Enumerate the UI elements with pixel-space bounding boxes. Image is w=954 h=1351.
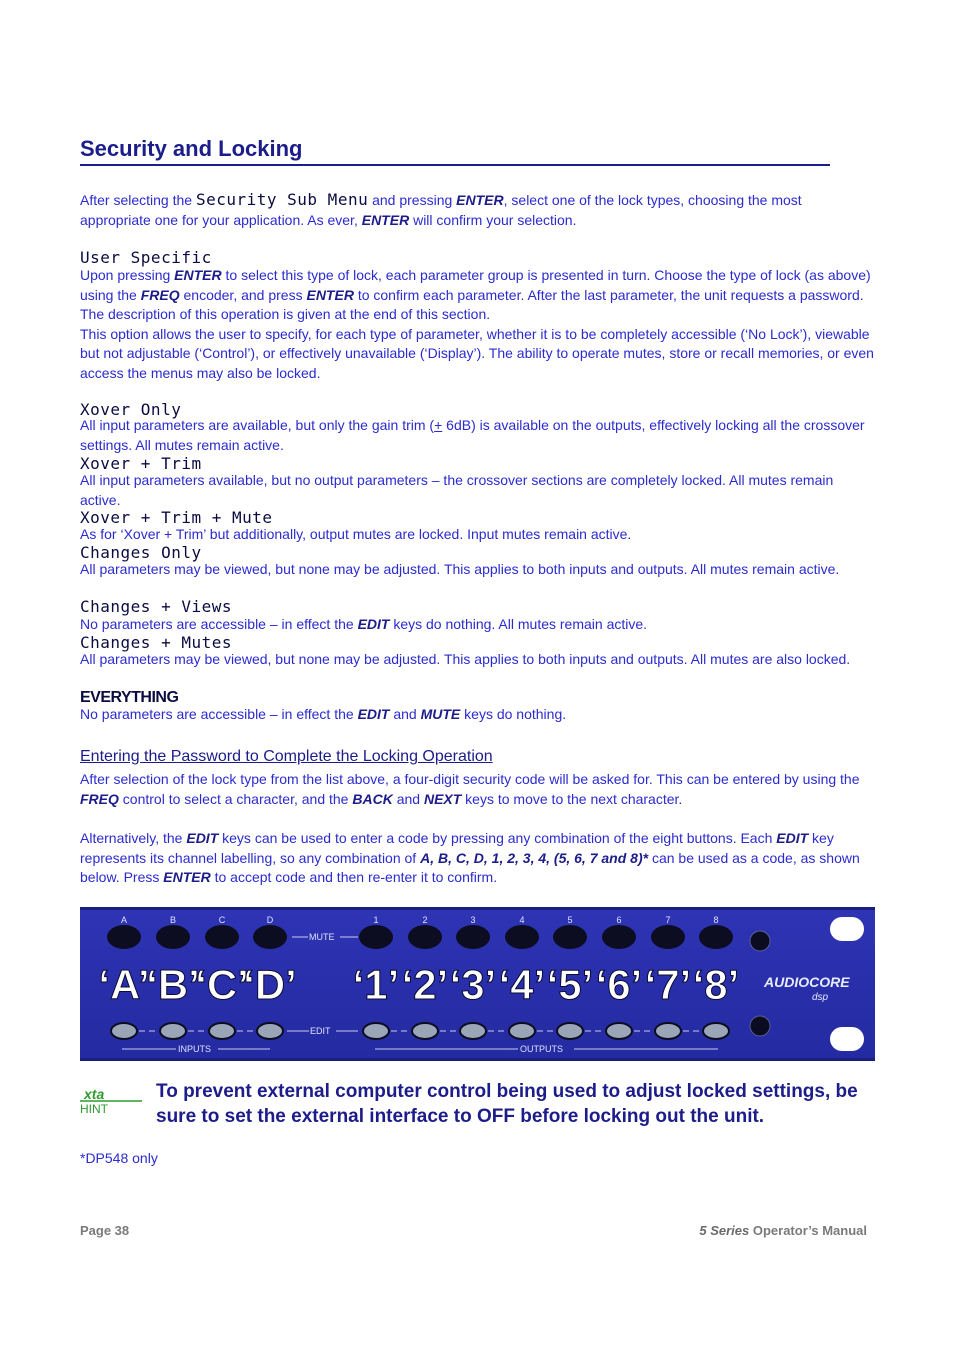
mute-button-7[interactable] <box>651 925 685 949</box>
xover-only-text-1: All input parameters are available, but only the gain trim ( <box>80 417 435 433</box>
edit-button-7[interactable] <box>655 1023 681 1039</box>
panel-bottom-edge <box>80 1058 875 1061</box>
audiocore-logo: AUDIOCORE <box>764 974 850 990</box>
mute-button-5[interactable] <box>553 925 587 949</box>
everything-paragraph <box>80 705 875 725</box>
audiocore-logo-sub: dsp <box>812 992 829 1003</box>
plus-minus-symbol: + <box>434 417 443 433</box>
mute-button-D[interactable] <box>253 925 287 949</box>
footer-manual-title <box>699 1223 867 1238</box>
user-specific-text-4: to confirm each parameter. After the last parameter, the unit requests a password. The description of this operation is given at the end of this section. <box>80 286 864 322</box>
key-back: BACK <box>352 790 393 807</box>
xover-only-paragraph <box>80 416 875 455</box>
xover-trim-paragraph: All input parameters available, but no output parameters – the crossover sections are completely locked. All mutes remain active. <box>80 472 834 508</box>
user-specific-text-2: to select this type of lock, each parameter group is presented in turn. Choose the type of lock (as above) using the <box>80 267 871 303</box>
page-number: Page 38 <box>80 1223 130 1238</box>
key-freq: FREQ <box>80 790 119 807</box>
key-edit: EDIT <box>186 830 219 846</box>
edit-button-1[interactable] <box>363 1023 389 1039</box>
edit-button-6[interactable] <box>606 1023 632 1039</box>
knob-top-icon <box>750 931 770 951</box>
key-enter: ENTER <box>361 211 410 228</box>
footer-series: 5 Series <box>699 1223 750 1238</box>
intro-text-4: will confirm your selection. <box>409 211 577 228</box>
changes-only-paragraph: All parameters may be viewed, but none may be adjusted. This applies to both inputs and outputs. All mutes remain active. <box>80 561 840 577</box>
big-code-label-2: ‘2’ <box>401 961 449 1008</box>
hint-logo-text: HINT <box>80 1102 108 1116</box>
intro-text-1: After selecting the <box>80 192 196 208</box>
big-code-label-7: ‘7’ <box>644 961 692 1008</box>
big-code-label-B: ‘B’ <box>146 961 200 1008</box>
edit-button-8[interactable] <box>703 1023 729 1039</box>
panel-top-edge <box>80 907 875 910</box>
password-text-2: control to select a character, and the <box>118 790 353 807</box>
big-code-label-D: ‘D’ <box>243 961 297 1008</box>
mute-button-6[interactable] <box>602 925 636 949</box>
xta-logo-text: xta <box>84 1086 105 1102</box>
channel-label-1: 1 <box>373 915 379 925</box>
heading-changes-views: Changes + Views <box>80 597 232 616</box>
user-specific-text-3: encoder, and press <box>179 286 307 303</box>
rack-ear-bottom <box>830 1027 864 1051</box>
big-code-label-A: ‘A’ <box>98 961 150 1008</box>
code-characters: A, B, C, D, 1, 2, 3, 4, (5, 6, 7 and 8)* <box>420 849 649 866</box>
key-edit: EDIT <box>776 830 809 846</box>
xover-trim-mute-paragraph: As for ‘Xover + Trim’ but additionally, output mutes are locked. Input mutes remain active. <box>80 526 632 542</box>
rack-ear-top <box>830 917 864 941</box>
mute-button-2[interactable] <box>408 925 442 949</box>
edit-button-B[interactable] <box>160 1023 186 1039</box>
password-text-7: key represents its channel labelling, so any combination of <box>80 830 834 866</box>
heading-xover-only: Xover Only <box>80 400 182 419</box>
everything-text-3: keys do nothing. <box>460 706 567 722</box>
intro-paragraph <box>80 190 875 230</box>
channel-label-6: 6 <box>616 915 622 925</box>
key-freq: FREQ <box>140 286 180 303</box>
edit-button-D[interactable] <box>257 1023 283 1039</box>
xover-only-text-2: 6dB) is available on the outputs, effectively locking all the crossover settings. All mutes remain active. <box>80 417 865 453</box>
user-specific-text-5: This option allows the user to specify, for each type of parameter, whether it is to be completely accessible (‘No Lock’), viewable but not adjustable (‘Control’), or effectively unavailable (‘Display’). The ability to operate mutes, store or recall memories, or even access the menus may also be locked. <box>80 325 874 381</box>
channel-label-2: 2 <box>422 915 428 925</box>
edit-button-C[interactable] <box>209 1023 235 1039</box>
mute-button-B[interactable] <box>156 925 190 949</box>
changes-views-text-1: No parameters are accessible – in effect the <box>80 616 358 632</box>
key-enter: ENTER <box>163 869 211 885</box>
knob-bottom-icon <box>750 1016 770 1036</box>
edit-button-5[interactable] <box>557 1023 583 1039</box>
mute-button-C[interactable] <box>205 925 239 949</box>
key-mute: MUTE <box>420 706 461 722</box>
xta-hint-logo <box>80 1086 142 1116</box>
heading-changes-only: Changes Only <box>80 543 202 562</box>
big-code-label-8: ‘8’ <box>692 961 740 1008</box>
password-text-1: After selection of the lock type from the list above, a four-digit security code will be asked for. This can be entered by using the <box>80 771 860 787</box>
hint-text: To prevent external computer control being used to adjust locked settings, be sure to set the external interface to OFF before locking out the unit. <box>156 1081 858 1127</box>
changes-mutes-paragraph: All parameters may be viewed, but none may be adjusted. This applies to both inputs and outputs. All mutes are also locked. <box>80 651 851 667</box>
edit-button-2[interactable] <box>412 1023 438 1039</box>
heading-xover-trim-mute: Xover + Trim + Mute <box>80 508 273 527</box>
channel-label-4: 4 <box>519 915 525 925</box>
user-specific-paragraph <box>80 266 875 383</box>
password-text-9: to accept code and then re-enter it to confirm. <box>210 869 498 885</box>
changes-views-paragraph <box>80 615 875 635</box>
password-subheading: Entering the Password to Complete the Locking Operation <box>80 748 493 765</box>
password-paragraph-2 <box>80 829 875 888</box>
key-next: NEXT <box>423 790 462 807</box>
mute-button-8[interactable] <box>699 925 733 949</box>
channel-label-8: 8 <box>713 915 719 925</box>
password-text-5: Alternatively, the <box>80 830 187 846</box>
edit-button-4[interactable] <box>509 1023 535 1039</box>
password-text-8: can be used as a code, as shown below. Press <box>80 849 860 885</box>
lcd-security-sub-menu: Security Sub Menu <box>195 190 369 209</box>
edit-button-A[interactable] <box>111 1023 137 1039</box>
key-enter: ENTER <box>456 192 504 208</box>
big-code-label-1: ‘1’ <box>352 961 400 1008</box>
footer-manual: Operator’s Manual <box>749 1223 867 1238</box>
edit-label: EDIT <box>310 1026 331 1036</box>
outputs-label: OUTPUTS <box>520 1044 564 1054</box>
channel-label-A: A <box>120 915 128 925</box>
password-text-6: keys can be used to enter a code by pressing any combination of the eight buttons. Each <box>218 830 777 846</box>
mute-label: MUTE <box>309 932 335 942</box>
channel-label-D: D <box>266 915 274 925</box>
big-code-label-3: ‘3’ <box>449 961 497 1008</box>
big-code-label-6: ‘6’ <box>595 961 643 1008</box>
password-paragraph-1 <box>80 770 875 809</box>
everything-text-1: No parameters are accessible – in effect the <box>80 706 358 722</box>
intro-text-2: and pressing <box>368 192 457 208</box>
key-enter: ENTER <box>174 267 222 283</box>
user-specific-text-1: Upon pressing <box>80 267 175 283</box>
key-edit: EDIT <box>357 616 390 632</box>
key-edit: EDIT <box>357 706 390 722</box>
everything-text-2: and <box>389 706 421 722</box>
edit-button-3[interactable] <box>460 1023 486 1039</box>
channel-label-3: 3 <box>470 915 476 925</box>
page-title: Security and Locking <box>80 134 830 166</box>
big-code-label-C: ‘C’ <box>195 961 249 1008</box>
channel-label-5: 5 <box>567 915 573 925</box>
heading-user-specific: User Specific <box>80 248 212 267</box>
intro-text-3: , select one of the lock types, choosing the most appropriate one for your application. As ever, <box>80 192 802 228</box>
big-code-label-5: ‘5’ <box>546 961 594 1008</box>
footnote: *DP548 only <box>80 1150 158 1166</box>
channel-label-B: B <box>169 915 177 925</box>
big-code-label-4: ‘4’ <box>498 961 546 1008</box>
mute-button-3[interactable] <box>456 925 490 949</box>
password-text-4: keys to move to the next character. <box>461 790 683 807</box>
mute-button-A[interactable] <box>107 925 141 949</box>
channel-label-C: C <box>218 915 226 925</box>
mute-button-4[interactable] <box>505 925 539 949</box>
heading-changes-mutes: Changes + Mutes <box>80 633 232 652</box>
key-enter: ENTER <box>306 286 354 303</box>
front-panel-illustration <box>80 907 875 1061</box>
heading-everything: EVERYTHING <box>80 689 179 706</box>
password-text-3: and <box>392 790 424 807</box>
changes-views-text-2: keys do nothing. All mutes remain active. <box>389 616 648 632</box>
mute-button-1[interactable] <box>359 925 393 949</box>
inputs-label: INPUTS <box>178 1044 212 1054</box>
channel-label-7: 7 <box>665 915 671 925</box>
heading-xover-trim: Xover + Trim <box>80 454 202 473</box>
